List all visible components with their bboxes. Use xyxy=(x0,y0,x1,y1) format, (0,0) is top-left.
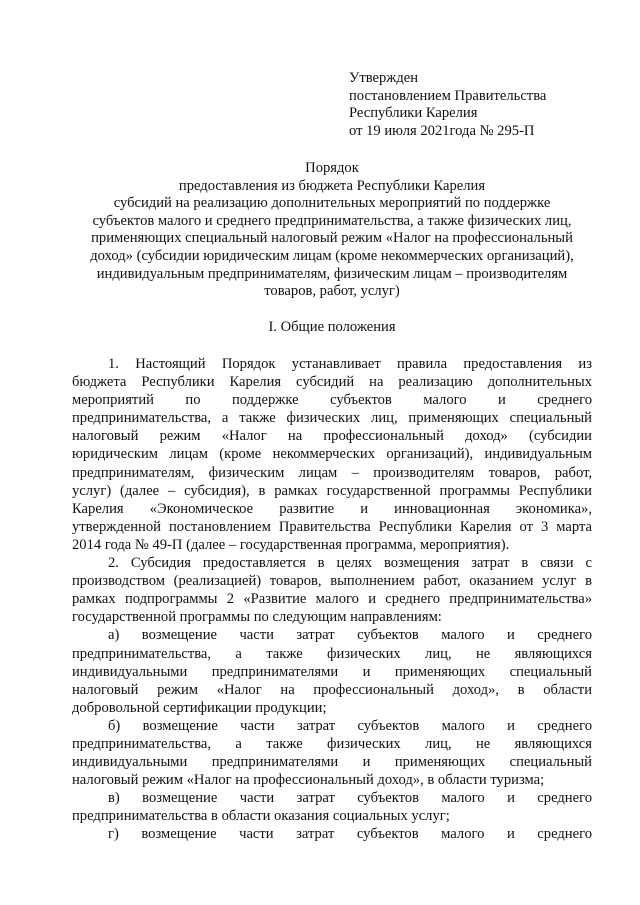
title-line: товаров, работ, услуг) xyxy=(264,283,400,300)
paragraph xyxy=(72,355,592,554)
document-title xyxy=(72,160,592,301)
paragraph-line: производством (реализацией) товаров, выполнением работ, оказанием услуг в xyxy=(72,573,592,590)
paragraph xyxy=(72,825,592,843)
paragraph-line: мероприятий по поддержке субъектов малого и среднего xyxy=(72,392,592,409)
approval-line: от 19 июля 2021года № 295-П xyxy=(349,122,535,139)
paragraph-line: в) возмещение части затрат субъектов малого и среднего xyxy=(108,790,592,807)
paragraph-line: индивидуальными предпринимателями и применяющих специальный xyxy=(72,663,592,680)
title-line: индивидуальным предпринимателям, физическим лицам – производителям xyxy=(96,265,568,282)
title-line: субсидий на реализацию дополнительных мероприятий по поддержке xyxy=(113,195,551,212)
paragraph-line: юридическим лицам (кроме некоммерческих организаций), индивидуальным xyxy=(72,446,592,463)
paragraph-line: добровольной сертификации продукции; xyxy=(72,699,327,716)
paragraph xyxy=(72,626,592,716)
title-line: предоставления из бюджета Республики Карелия xyxy=(178,177,486,194)
paragraph-line: а) возмещение части затрат субъектов малого и среднего xyxy=(108,627,592,644)
paragraph-line: предпринимательства, а также физических лиц, не являющихся xyxy=(72,735,592,752)
approval-stamp-block xyxy=(349,70,546,140)
title-line: субъектов малого и среднего предпринимательства, а также физических лиц, xyxy=(92,212,572,229)
paragraph-line: услуг) (далее – субсидия), в рамках государственной программы Республики xyxy=(72,482,592,499)
paragraph-line: предпринимателям, физическим лицам – производителям товаров, работ, xyxy=(72,464,592,481)
paragraph-line: утвержденной постановлением Правительства Республики Карелия от 3 марта xyxy=(72,518,592,535)
paragraph-line: государственной программы по следующим направлениям: xyxy=(72,609,442,626)
document-body xyxy=(72,355,592,844)
paragraph-line: 2014 года № 49-П (далее – государственная программа, мероприятия). xyxy=(72,536,510,553)
paragraph-line: предпринимательства, а также физических лиц, не являющихся xyxy=(72,645,592,662)
paragraph-line: 2. Субсидия предоставляется в целях возмещения затрат в связи с xyxy=(108,555,592,572)
approval-line: Утвержден xyxy=(349,70,419,86)
paragraph xyxy=(72,717,592,789)
title-line: применяющих специальный налоговый режим «Налог на профессиональный xyxy=(91,230,573,247)
paragraph-line: б) возмещение части затрат субъектов малого и среднего xyxy=(108,717,592,734)
paragraph-line: налоговый режим «Налог на профессиональный доход» (субсидии xyxy=(72,428,592,445)
paragraph-line: предпринимательства, а также физических лиц, применяющих специальный xyxy=(72,410,592,427)
paragraph-line: предпринимательства в области оказания социальных услуг; xyxy=(72,808,450,825)
paragraph-line: Карелия «Экономическое развитие и инновационная экономика», xyxy=(72,500,592,517)
section-heading: I. Общие положения xyxy=(268,319,396,335)
paragraph xyxy=(72,789,592,825)
approval-line: постановлением Правительства xyxy=(349,87,547,104)
paragraph-line: налоговый режим «Налог на профессиональный доход», в области туризма; xyxy=(72,772,545,789)
paragraph-line: рамках подпрограммы 2 «Развитие малого и среднего предпринимательства» xyxy=(72,591,592,608)
paragraph-line: индивидуальными предпринимателями и применяющих специальный xyxy=(72,754,592,771)
approval-line: Республики Карелия xyxy=(349,105,478,121)
title-line: доход» (субсидии юридическим лицам (кроме некоммерческих организаций), xyxy=(90,247,574,264)
paragraph-line: 1. Настоящий Порядок устанавливает правила предоставления из xyxy=(108,356,592,372)
paragraph-line: бюджета Республики Карелия субсидий на реализацию дополнительных xyxy=(72,374,592,391)
title-line: Порядок xyxy=(305,160,359,176)
paragraph-line: налоговый режим «Налог на профессиональный доход», в области xyxy=(72,681,592,698)
paragraph xyxy=(72,554,592,626)
paragraph-line: г) возмещение части затрат субъектов малого и среднего xyxy=(108,826,592,843)
